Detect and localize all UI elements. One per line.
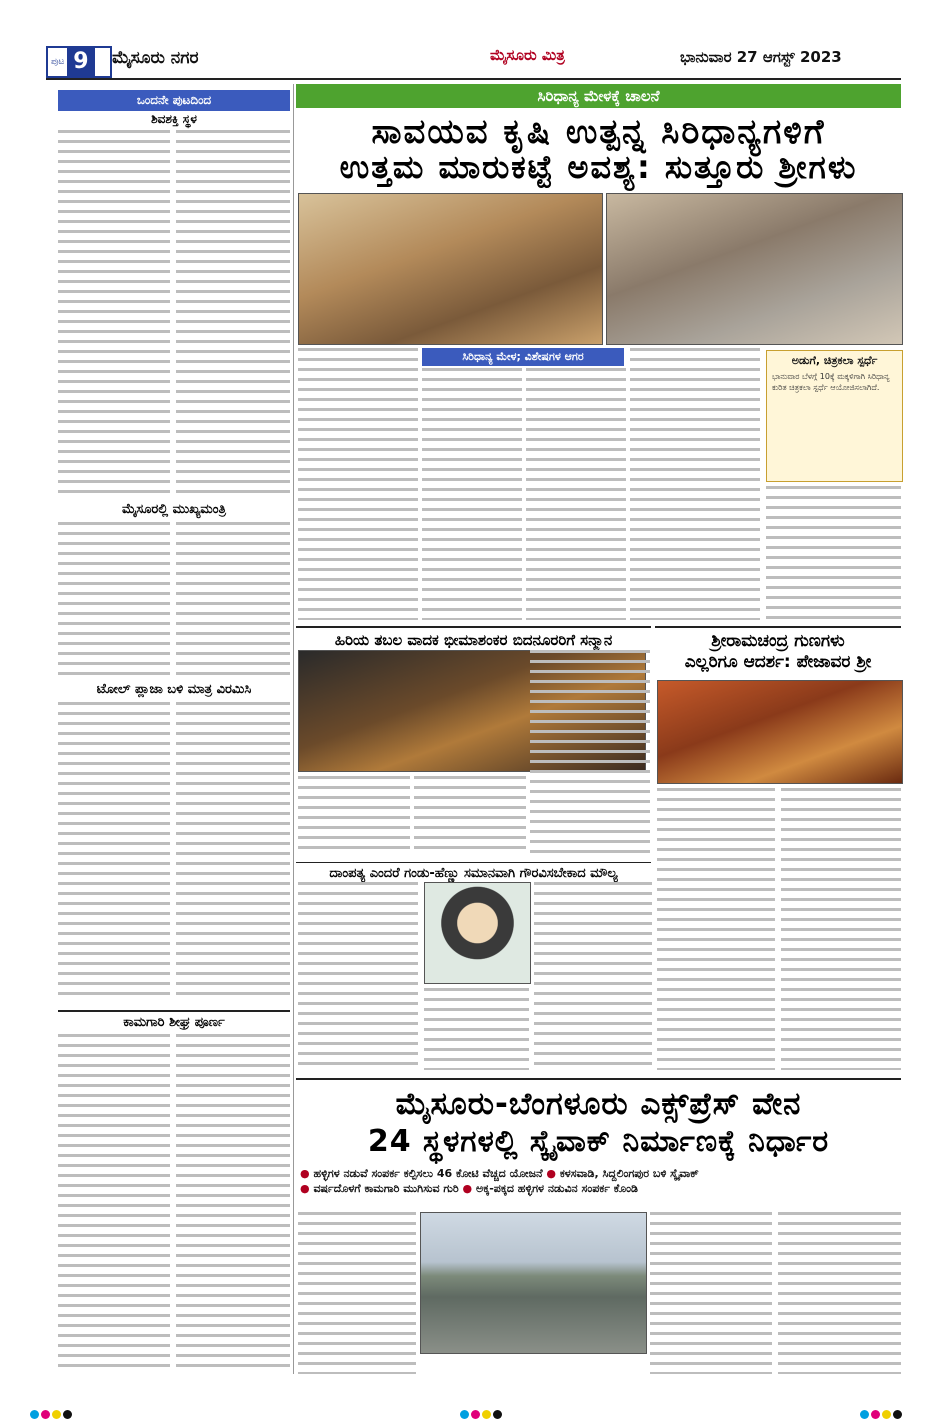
sidebox-text: ಭಾನುವಾರ ಬೆಳಗ್ಗೆ 10ಕ್ಕೆ ಮಕ್ಕಳಿಗಾಗಿ ಸಿರಿಧಾನ್ಯ ಕುರಿತ ಚಿತ್ರಕಲಾ ಸ್ಪರ್ಧೆ ಆಯೋಜಿಸಲಾಗಿದೆ. (772, 372, 890, 392)
bullet-3: ವರ್ಷದೊಳಗೆ ಕಾಮಗಾರಿ ಮುಗಿಸುವ ಗುರಿ (313, 1182, 459, 1195)
top-story-band: ಸಿರಿಧಾನ್ಯ ಮೇಳಕ್ಕೆ ಚಾಲನೆ (296, 84, 901, 108)
top-story-text-col5 (766, 486, 901, 620)
top-story-headline-1: ಸಾವಯವ ಕೃಷಿ ಉತ್ಪನ್ನ ಸಿರಿಧಾನ್ಯಗಳಿಗೆ (371, 112, 826, 152)
pejawar-headline-2: ಎಲ್ಲರಿಗೂ ಆದರ್ಶ: ಪೇಜಾವರ ಶ್ರೀ (684, 652, 872, 672)
page-number: 9 (67, 48, 94, 76)
competition-sidebox (766, 350, 903, 482)
story-head-shivashakti: ಶಿವಶಕ್ತಿ ಸ್ಥಳ (151, 112, 197, 126)
top-story-text-col4 (630, 348, 760, 620)
story-text-col1 (58, 130, 170, 495)
expressway-headline-2: 24 ಸ್ಥಳಗಳಲ್ಲಿ ಸ್ಕೈವಾಕ್ ನಿರ್ಮಾಣಕ್ಕೆ ನಿರ್ಧಾರ (367, 1124, 830, 1159)
bullet-2: ಕಳಸವಾಡಿ, ಸಿದ್ದಲಿಂಗಪುರ ಬಳಿ ಸ್ಕೈವಾಕ್ (559, 1167, 699, 1180)
story-text-col6 (176, 702, 290, 1002)
story-head-work-completion: ಕಾಮಗಾರಿ ಶೀಘ್ರ ಪೂರ್ಣ (58, 1010, 290, 1030)
issue-date: ಭಾನುವಾರ 27 ಆಗಸ್ಟ್ 2023 (680, 48, 842, 66)
tabla-story-text-col1 (298, 776, 410, 856)
story-text-col2 (176, 130, 290, 495)
top-story-headline-2: ಉತ್ತಮ ಮಾರುಕಟ್ಟೆ ಅವಶ್ಯ: ಸುತ್ತೂರು ಶ್ರೀಗಳು (339, 148, 858, 186)
marriage-story-text-col2 (424, 988, 529, 1070)
expressway-text-col1 (298, 1212, 416, 1374)
expressway-text-col3 (650, 1212, 772, 1374)
story-text-col4 (176, 522, 290, 677)
marriage-story-text-col1 (298, 882, 418, 1070)
photo-expressway (420, 1212, 647, 1354)
pejawar-text-col1 (657, 788, 775, 1070)
top-story-text-col3 (526, 368, 626, 620)
story-text-col8 (176, 1034, 290, 1374)
story-head-toll-plaza: ಟೋಲ್ ಪ್ಲಾಜಾ ಬಳಿ ಮಾತ್ರ ವಿರಮಿಸಿ (96, 682, 252, 697)
story-text-col3 (58, 522, 170, 677)
bullet-1: ಹಳ್ಳಿಗಳ ನಡುವೆ ಸಂಪರ್ಕ ಕಲ್ಪಿಸಲು 46 ಕೋಟಿ ವೆಚ್ಚದ ಯೋಜನೆ (313, 1167, 543, 1180)
top-story-text-col1 (298, 348, 418, 620)
photo-speaker-portrait (424, 882, 531, 984)
expressway-headline-1: ಮೈಸೂರು-ಬೆಂಗಳೂರು ಎಕ್ಸ್‌ಪ್ರೆಸ್ ವೇನ (296, 1078, 901, 1123)
story-text-col7 (58, 1034, 170, 1374)
page-label: ಪುಟ (51, 57, 65, 67)
story-text-col5 (58, 702, 170, 1002)
sidebox-title: ಅಡುಗೆ, ಚಿತ್ರಕಲಾ ಸ್ಪರ್ಧೆ (791, 354, 878, 367)
tabla-story-text-col2 (414, 776, 526, 856)
masthead-rule (46, 78, 901, 80)
pejawar-text-col2 (781, 788, 901, 1070)
print-registration-dots-left (30, 1404, 74, 1423)
tabla-story-text-col3 (530, 650, 650, 856)
continued-bar: ಒಂದನೇ ಪುಟದಿಂದ (58, 90, 290, 111)
photo-millet-stall (606, 193, 903, 345)
print-registration-dots-right (860, 1404, 904, 1423)
expressway-text-col4 (778, 1212, 901, 1374)
photo-music-program (657, 680, 903, 784)
bullet-4: ಅಕ್ಕ-ಪಕ್ಕದ ಹಳ್ಳಿಗಳ ನಡುವಿನ ಸಂಪರ್ಕ ಕೊಂಡಿ (475, 1182, 638, 1195)
story-head-chief-minister: ಮೈಸೂರಲ್ಲಿ ಮುಖ್ಯಮಂತ್ರಿ (122, 502, 226, 517)
section-title: ಮೈಸೂರು ನಗರ (112, 48, 199, 68)
pejawar-headline-1: ಶ್ರೀರಾಮಚಂದ್ರ ಗುಣಗಳು (655, 626, 901, 651)
top-story-text-col2 (422, 368, 522, 620)
expressway-bullets: ● ಹಳ್ಳಿಗಳ ನಡುವೆ ಸಂಪರ್ಕ ಕಲ್ಪಿಸಲು 46 ಕೋಟಿ ವೆಚ್ಚದ ಯೋಜನೆ ● ಕಳಸವಾಡಿ, ಸಿದ್ದಲಿಂಗಪುರ ಬಳಿ ಸ್ಕೈವಾಕ್ ● ವರ್ಷದೊಳಗೆ ಕಾಮಗಾರಿ ಮುಗಿಸುವ ಗುರಿ ● ಅಕ್ಕ-ಪಕ್ಕದ ಹಳ್ಳಿಗಳ ನಡುವಿನ ಸಂಪರ್ಕ ಕೊಂಡಿ (300, 1167, 699, 1195)
marriage-story-text-col3 (534, 882, 652, 1070)
page-number-box (46, 46, 112, 78)
photo-millet-fair-inauguration (298, 193, 603, 345)
print-registration-dots-center (460, 1404, 504, 1423)
subsection-bar: ಸಿರಿಧಾನ್ಯ ಮೇಳ; ವಿಶೇಷಗಳ ಆಗರ (422, 348, 624, 366)
tabla-story-headline: ಹಿರಿಯ ತಬಲ ವಾದಕ ಭೀಮಾಶಂಕರ ಬಿದನೂರರಿಗೆ ಸನ್ಮಾನ (296, 626, 651, 649)
paper-name: ಮೈಸೂರು ಮಿತ್ರ (490, 46, 565, 64)
column-divider (293, 84, 294, 1374)
marriage-story-headline: ದಾಂಪತ್ಯ ಎಂದರೆ ಗಂಡು-ಹೆಣ್ಣು ಸಮಾನವಾಗಿ ಗೌರವಿಸಬೇಕಾದ ಮೌಲ್ಯ (296, 862, 651, 881)
